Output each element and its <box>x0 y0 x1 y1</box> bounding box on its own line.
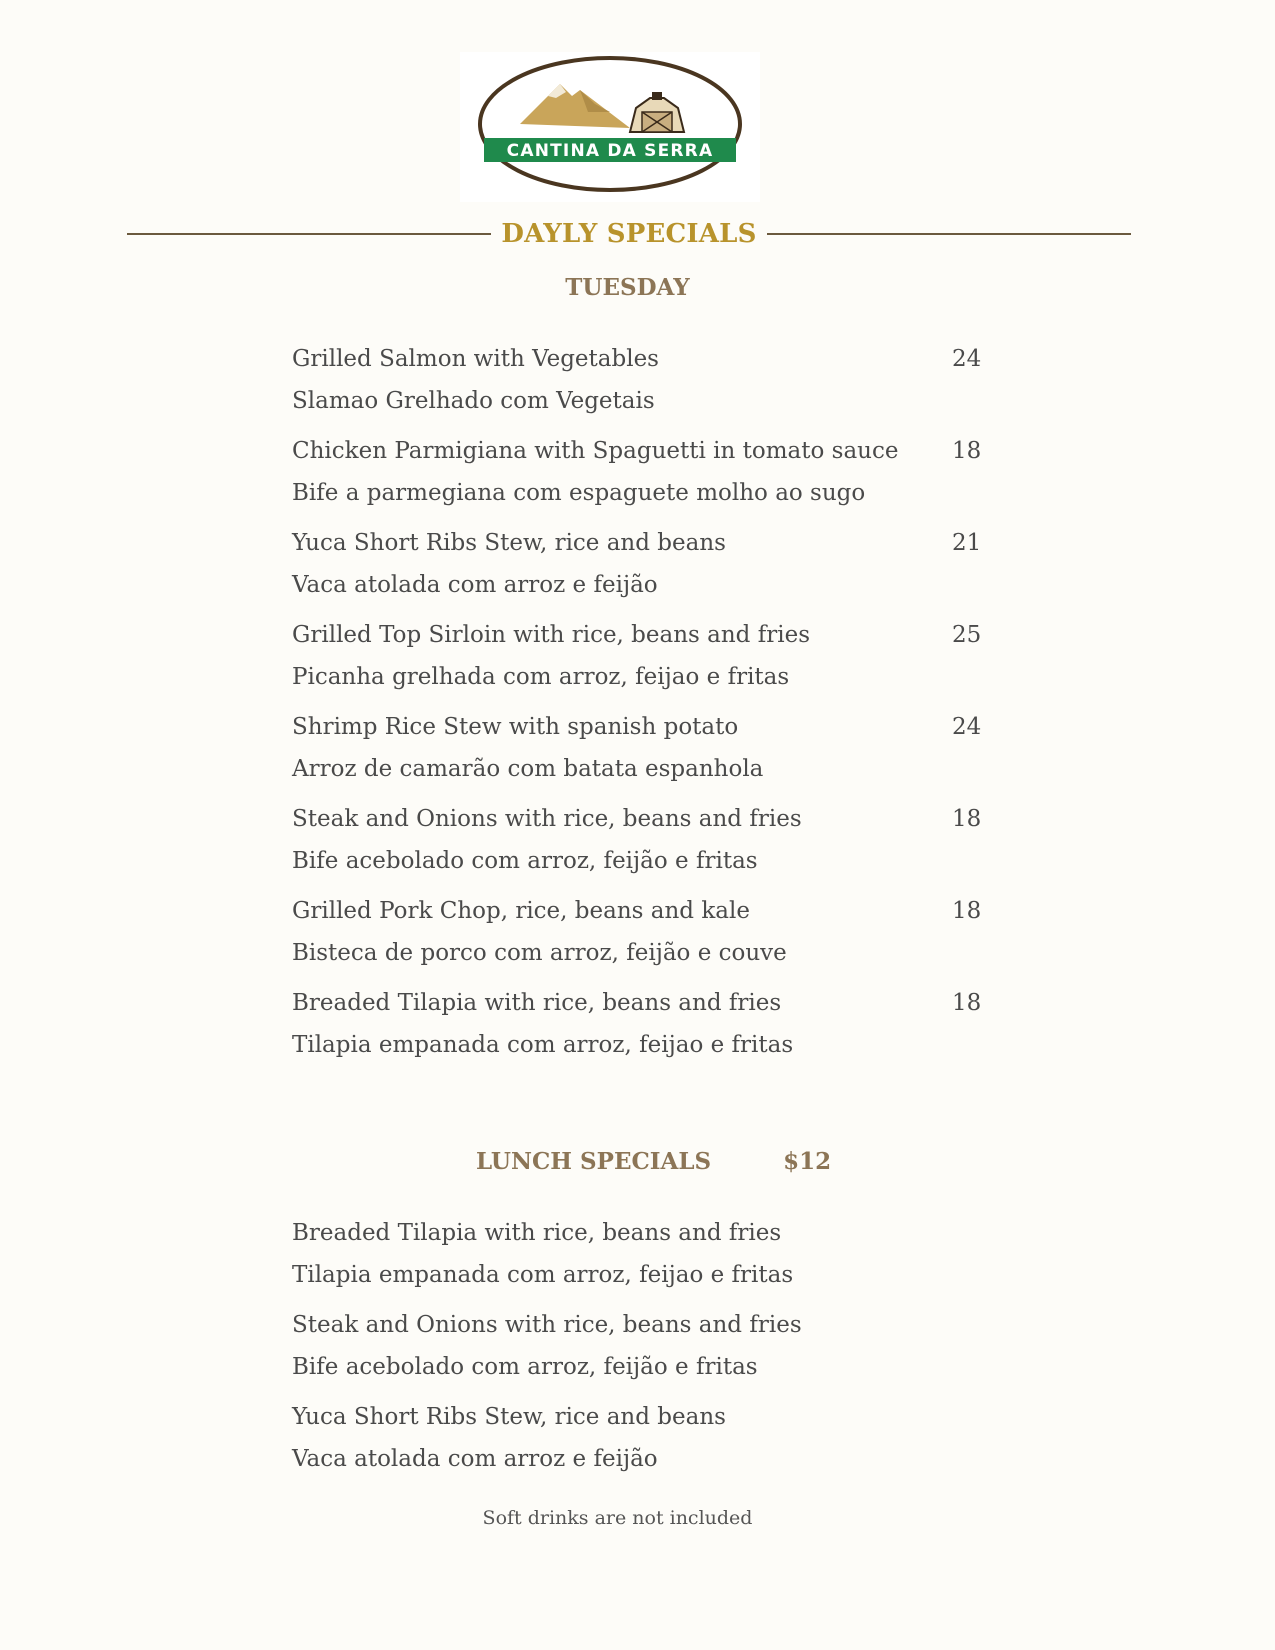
lunch-price: $12 <box>783 1148 832 1175</box>
item-name-pt: Bife acebolado com arroz, feijão e fritas <box>292 848 758 874</box>
day-label: TUESDAY <box>565 274 690 301</box>
item-price: 25 <box>952 622 982 648</box>
barn-icon <box>630 92 684 132</box>
lunch-item <box>292 1304 1012 1388</box>
item-name-pt: Tilapia empanada com arroz, feijao e fritas <box>292 1262 794 1288</box>
item-price: 18 <box>952 438 982 464</box>
lunch-item <box>292 1396 1012 1480</box>
lunch-title: LUNCH SPECIALS <box>476 1148 712 1175</box>
section-title: DAYLY SPECIALS <box>501 219 757 249</box>
item-name-en: Steak and Onions with rice, beans and fries 18 <box>292 798 1012 840</box>
svg-text:CANTINA DA SERRA: CANTINA DA SERRA <box>506 141 714 161</box>
item-name-en: Chicken Parmigiana with Spaguetti in tomato sauce 18 <box>292 430 1012 472</box>
daily-specials-list <box>292 338 1012 1074</box>
item-name-pt: Bife acebolado com arroz, feijão e fritas <box>292 1354 758 1380</box>
lunch-specials-list <box>292 1212 1012 1488</box>
header-rule-right <box>767 233 1131 235</box>
item-name-en: Breaded Tilapia with rice, beans and fries <box>292 1220 782 1246</box>
menu-item <box>292 982 1012 1066</box>
menu-item <box>292 706 1012 790</box>
item-price: 18 <box>952 990 982 1016</box>
item-name-en: Grilled Salmon with Vegetables 24 <box>292 338 1012 380</box>
item-price: 18 <box>952 898 982 924</box>
logo-graphic <box>460 52 760 202</box>
item-name-en: Shrimp Rice Stew with spanish potato 24 <box>292 706 1012 748</box>
item-name-en: Breaded Tilapia with rice, beans and fries 18 <box>292 982 1012 1024</box>
item-name-pt: Arroz de camarão com batata espanhola <box>292 756 764 782</box>
item-name-pt: Picanha grelhada com arroz, feijao e fritas <box>292 664 790 690</box>
item-name-en: Yuca Short Ribs Stew, rice and beans <box>292 1404 726 1430</box>
item-name-pt: Bife a parmegiana com espaguete molho ao sugo <box>292 480 866 506</box>
item-name-pt: Slamao Grelhado com Vegetais <box>292 388 655 414</box>
menu-item <box>292 890 1012 974</box>
restaurant-logo <box>460 52 760 202</box>
item-price: 24 <box>952 714 982 740</box>
menu-item <box>292 430 1012 514</box>
item-name-en: Steak and Onions with rice, beans and fries <box>292 1312 802 1338</box>
item-name-en: Grilled Pork Chop, rice, beans and kale 18 <box>292 890 1012 932</box>
footnote: Soft drinks are not included <box>482 1507 753 1529</box>
item-name-en: Grilled Top Sirloin with rice, beans and fries 25 <box>292 614 1012 656</box>
menu-item <box>292 614 1012 698</box>
item-name-pt: Vaca atolada com arroz e feijão <box>292 1446 658 1472</box>
item-name-en: Yuca Short Ribs Stew, rice and beans 21 <box>292 522 1012 564</box>
dayly-specials-header <box>127 212 1131 256</box>
lunch-item <box>292 1212 1012 1296</box>
item-name-pt: Vaca atolada com arroz e feijão <box>292 572 658 598</box>
item-price: 18 <box>952 806 982 832</box>
menu-item <box>292 798 1012 882</box>
item-price: 24 <box>952 346 982 372</box>
item-price: 21 <box>952 530 982 556</box>
menu-item <box>292 522 1012 606</box>
lunch-specials-header <box>476 1148 831 1175</box>
item-name-pt: Bisteca de porco com arroz, feijão e couve <box>292 940 787 966</box>
menu-item <box>292 338 1012 422</box>
item-name-pt: Tilapia empanada com arroz, feijao e fritas <box>292 1032 794 1058</box>
header-rule-left <box>127 233 491 235</box>
